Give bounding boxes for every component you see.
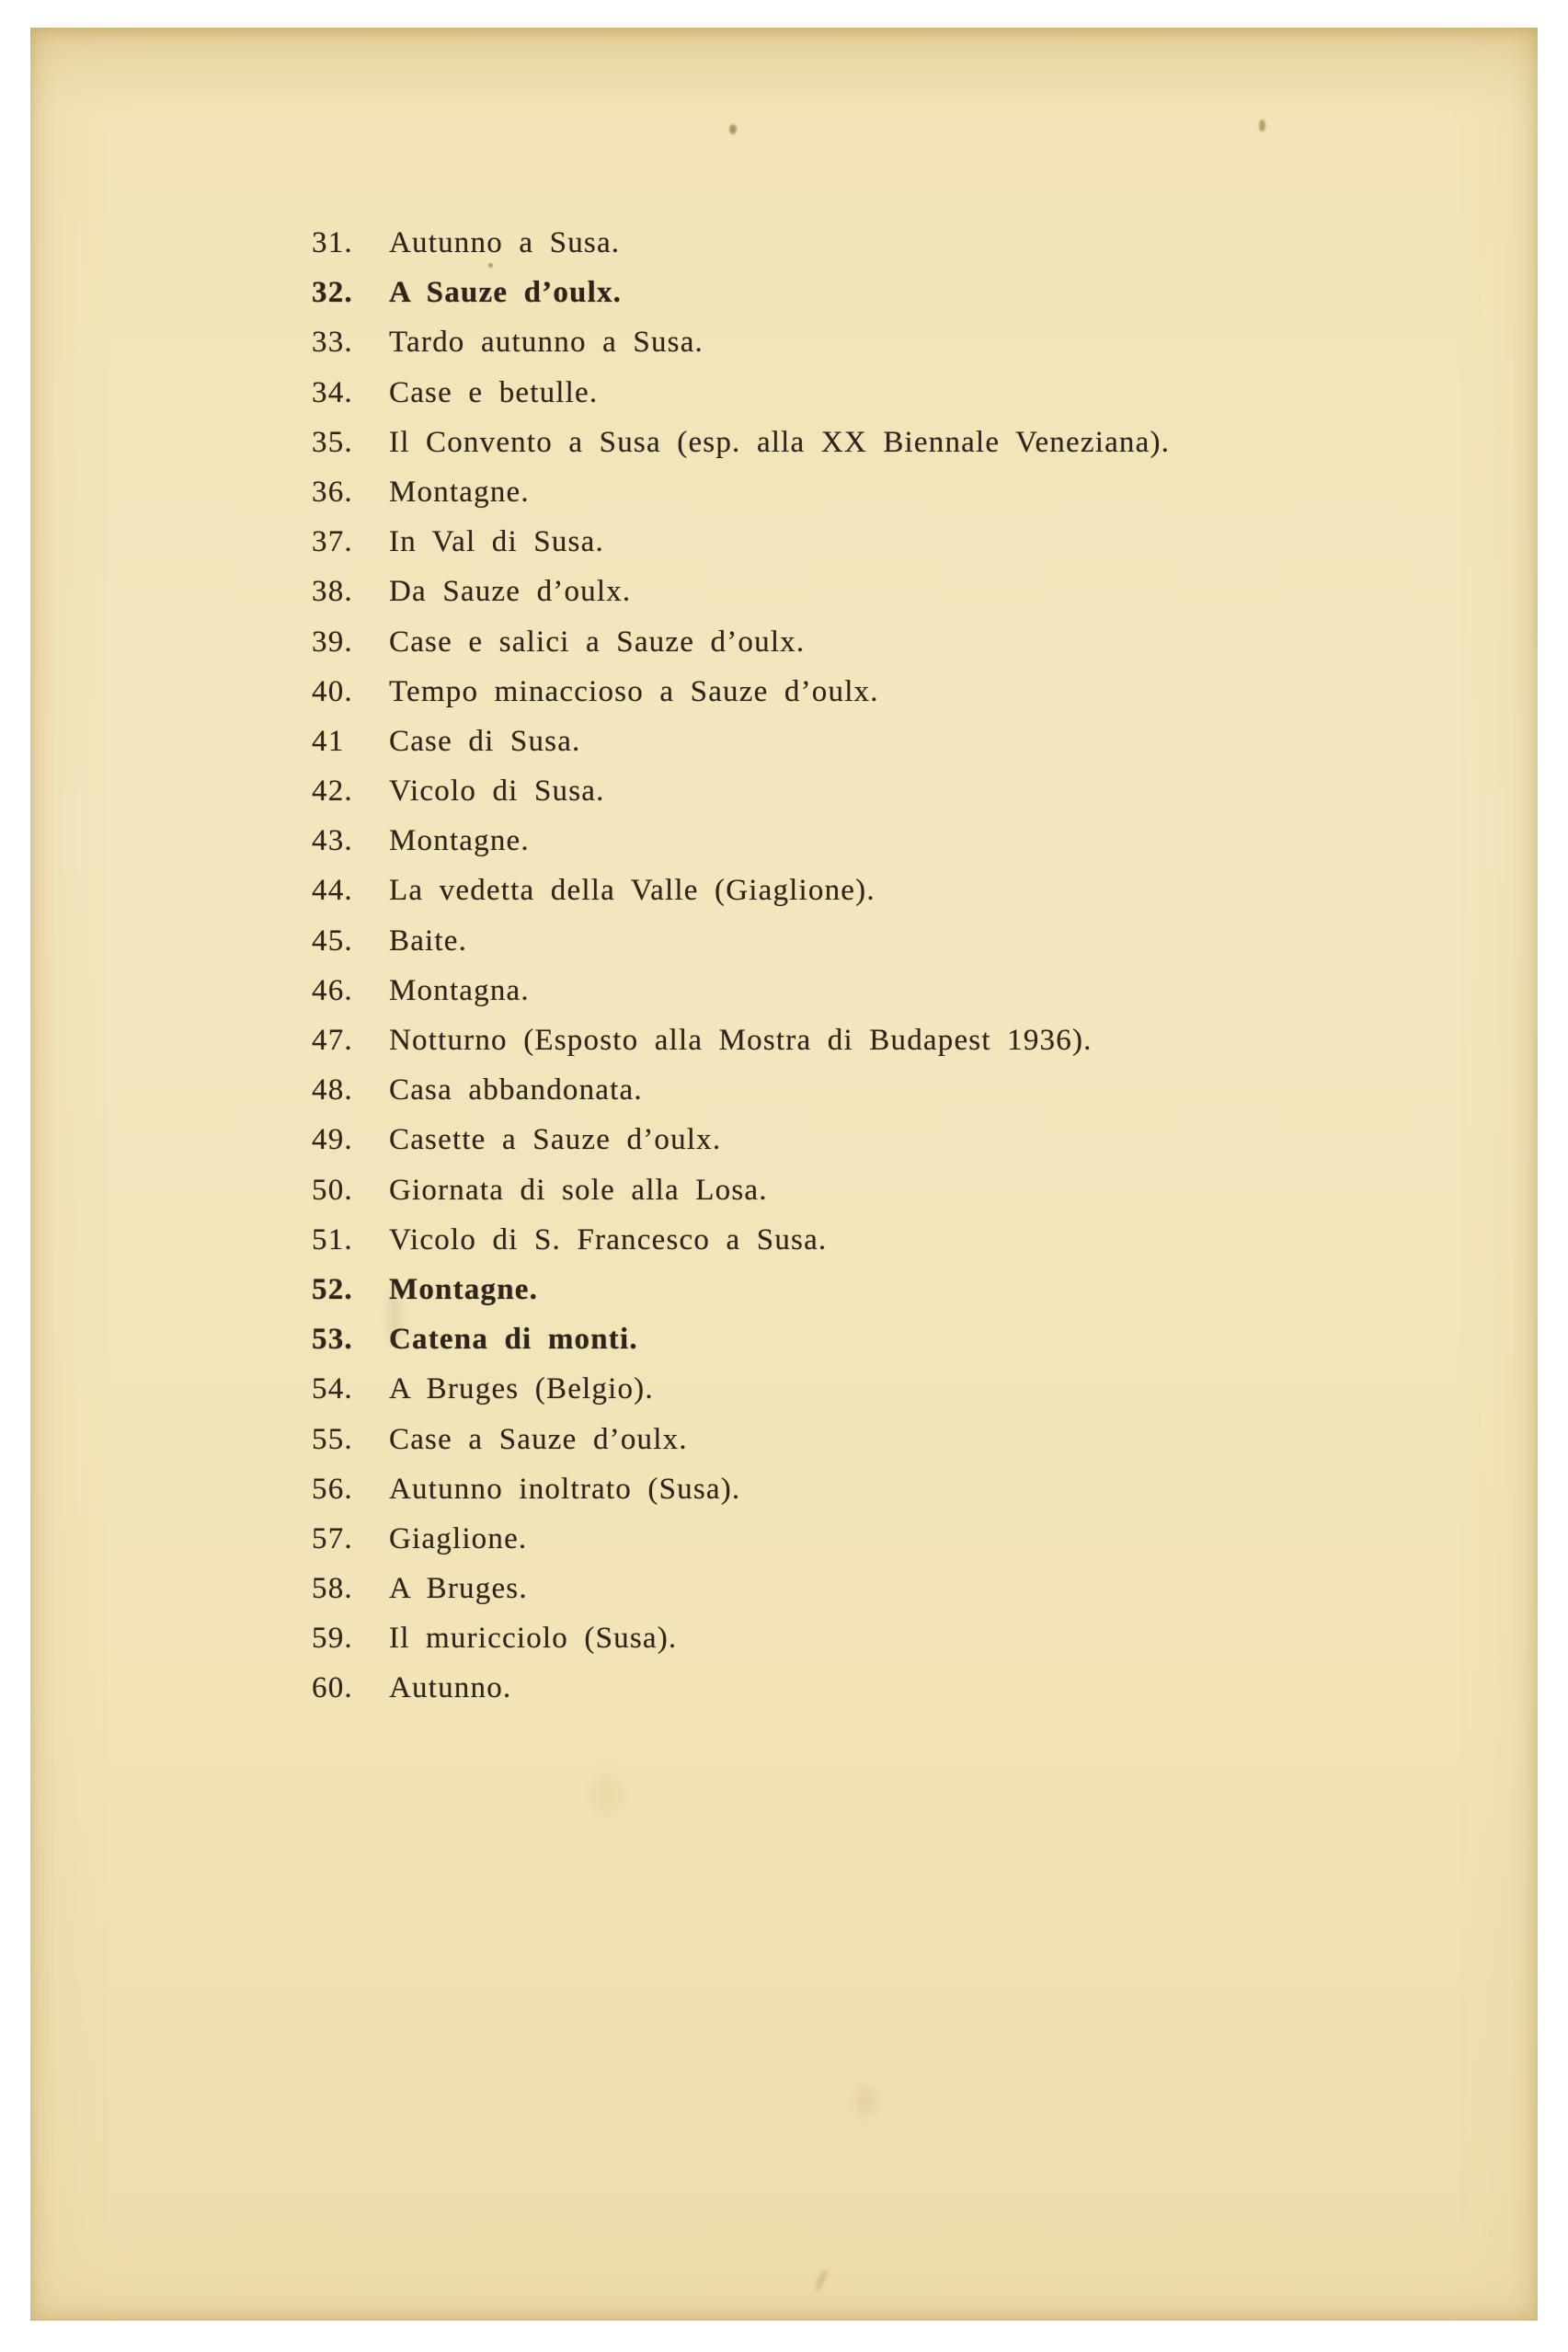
list-item xyxy=(312,1015,1397,1065)
item-title: Vicolo di Susa. xyxy=(389,774,605,809)
item-title: In Val di Susa. xyxy=(389,525,604,559)
list-item xyxy=(312,717,1397,766)
item-title: Autunno a Susa. xyxy=(389,226,621,259)
item-number: 56. xyxy=(312,1472,353,1506)
list-item xyxy=(312,1265,1397,1314)
item-number: 45. xyxy=(312,924,353,958)
list-item xyxy=(312,1314,1397,1364)
list-item xyxy=(312,1415,1397,1464)
list-item xyxy=(312,1613,1397,1663)
list-item xyxy=(312,268,1397,317)
item-number: 52. xyxy=(312,1272,353,1306)
item-number: 59. xyxy=(312,1622,353,1656)
list-item xyxy=(312,1065,1397,1115)
item-number: 60. xyxy=(312,1671,353,1705)
item-title: Giornata di sole alla Losa. xyxy=(389,1173,768,1207)
item-title: Case e betulle. xyxy=(389,375,599,409)
item-number: 41 xyxy=(312,724,345,758)
item-title: Autunno inoltrato (Susa). xyxy=(389,1472,741,1506)
item-number: 58. xyxy=(312,1572,353,1606)
list-item xyxy=(312,567,1397,616)
item-title: Case di Susa. xyxy=(389,724,581,758)
item-number: 55. xyxy=(312,1422,353,1456)
item-title: Tempo minaccioso a Sauze d’oulx. xyxy=(389,674,879,708)
list-item xyxy=(312,1663,1397,1713)
item-title: A Bruges. xyxy=(389,1572,528,1606)
list-item xyxy=(312,317,1397,367)
item-title: Casette a Sauze d’oulx. xyxy=(389,1123,722,1157)
item-number: 31. xyxy=(312,226,353,259)
item-title: Baite. xyxy=(389,924,468,958)
list-item xyxy=(312,467,1397,517)
item-number: 35. xyxy=(312,425,353,459)
list-item xyxy=(312,418,1397,467)
item-title: Notturno (Esposto alla Mostra di Budapest 1936). xyxy=(389,1024,1093,1057)
item-title: Il Convento a Susa (esp. alla XX Biennale Veneziana). xyxy=(389,425,1171,459)
item-number: 53. xyxy=(312,1323,353,1357)
item-number: 36. xyxy=(312,475,353,509)
paper-stain xyxy=(813,2267,830,2292)
list-item xyxy=(312,368,1397,418)
list-item xyxy=(312,866,1397,915)
item-number: 40. xyxy=(312,674,353,708)
paper-stain xyxy=(856,2086,875,2117)
item-title: La vedetta della Valle (Giaglione). xyxy=(389,874,876,908)
list-item xyxy=(312,1564,1397,1613)
list-item xyxy=(312,766,1397,816)
list-item xyxy=(312,1165,1397,1215)
item-title: A Sauze d’oulx. xyxy=(389,276,623,310)
item-number: 51. xyxy=(312,1222,353,1256)
item-title: Tardo autunno a Susa. xyxy=(389,326,704,360)
item-title: Giaglione. xyxy=(389,1521,528,1555)
item-title: Montagne. xyxy=(389,824,530,858)
item-title: Casa abbandonata. xyxy=(389,1073,643,1107)
list-item xyxy=(312,816,1397,866)
item-number: 57. xyxy=(312,1521,353,1555)
list-item xyxy=(312,617,1397,667)
item-title: Il muricciolo (Susa). xyxy=(389,1622,678,1656)
item-number: 46. xyxy=(312,973,353,1007)
item-title: Montagna. xyxy=(389,973,530,1007)
catalog-list xyxy=(312,218,1397,1714)
paper-stain xyxy=(1259,120,1265,132)
item-title: Montagne. xyxy=(389,1272,539,1306)
item-number: 49. xyxy=(312,1123,353,1157)
item-number: 43. xyxy=(312,824,353,858)
paper-stain xyxy=(591,1773,623,1816)
list-item xyxy=(312,1464,1397,1514)
item-title: Autunno. xyxy=(389,1671,512,1705)
item-title: Case e salici a Sauze d’oulx. xyxy=(389,625,806,659)
item-number: 39. xyxy=(312,625,353,659)
item-number: 33. xyxy=(312,326,353,360)
page-scan xyxy=(30,28,1538,2321)
list-item xyxy=(312,218,1397,268)
item-number: 42. xyxy=(312,774,353,809)
item-title: Catena di monti. xyxy=(389,1323,638,1357)
item-number: 54. xyxy=(312,1372,353,1406)
list-item xyxy=(312,1364,1397,1414)
list-item xyxy=(312,1215,1397,1265)
item-title: A Bruges (Belgio). xyxy=(389,1372,654,1406)
list-item xyxy=(312,1115,1397,1165)
list-item xyxy=(312,667,1397,717)
item-number: 37. xyxy=(312,525,353,559)
item-number: 32. xyxy=(312,276,353,310)
item-number: 47. xyxy=(312,1024,353,1057)
list-item xyxy=(312,1514,1397,1564)
item-number: 48. xyxy=(312,1073,353,1107)
item-number: 34. xyxy=(312,375,353,409)
item-title: Montagne. xyxy=(389,475,530,509)
item-title: Vicolo di S. Francesco a Susa. xyxy=(389,1222,828,1256)
item-number: 50. xyxy=(312,1173,353,1207)
list-item xyxy=(312,966,1397,1015)
item-number: 44. xyxy=(312,874,353,908)
item-title: Da Sauze d’oulx. xyxy=(389,575,632,609)
paper-stain xyxy=(729,124,737,134)
list-item xyxy=(312,916,1397,966)
list-item xyxy=(312,517,1397,567)
item-number: 38. xyxy=(312,575,353,609)
item-title: Case a Sauze d’oulx. xyxy=(389,1422,688,1456)
